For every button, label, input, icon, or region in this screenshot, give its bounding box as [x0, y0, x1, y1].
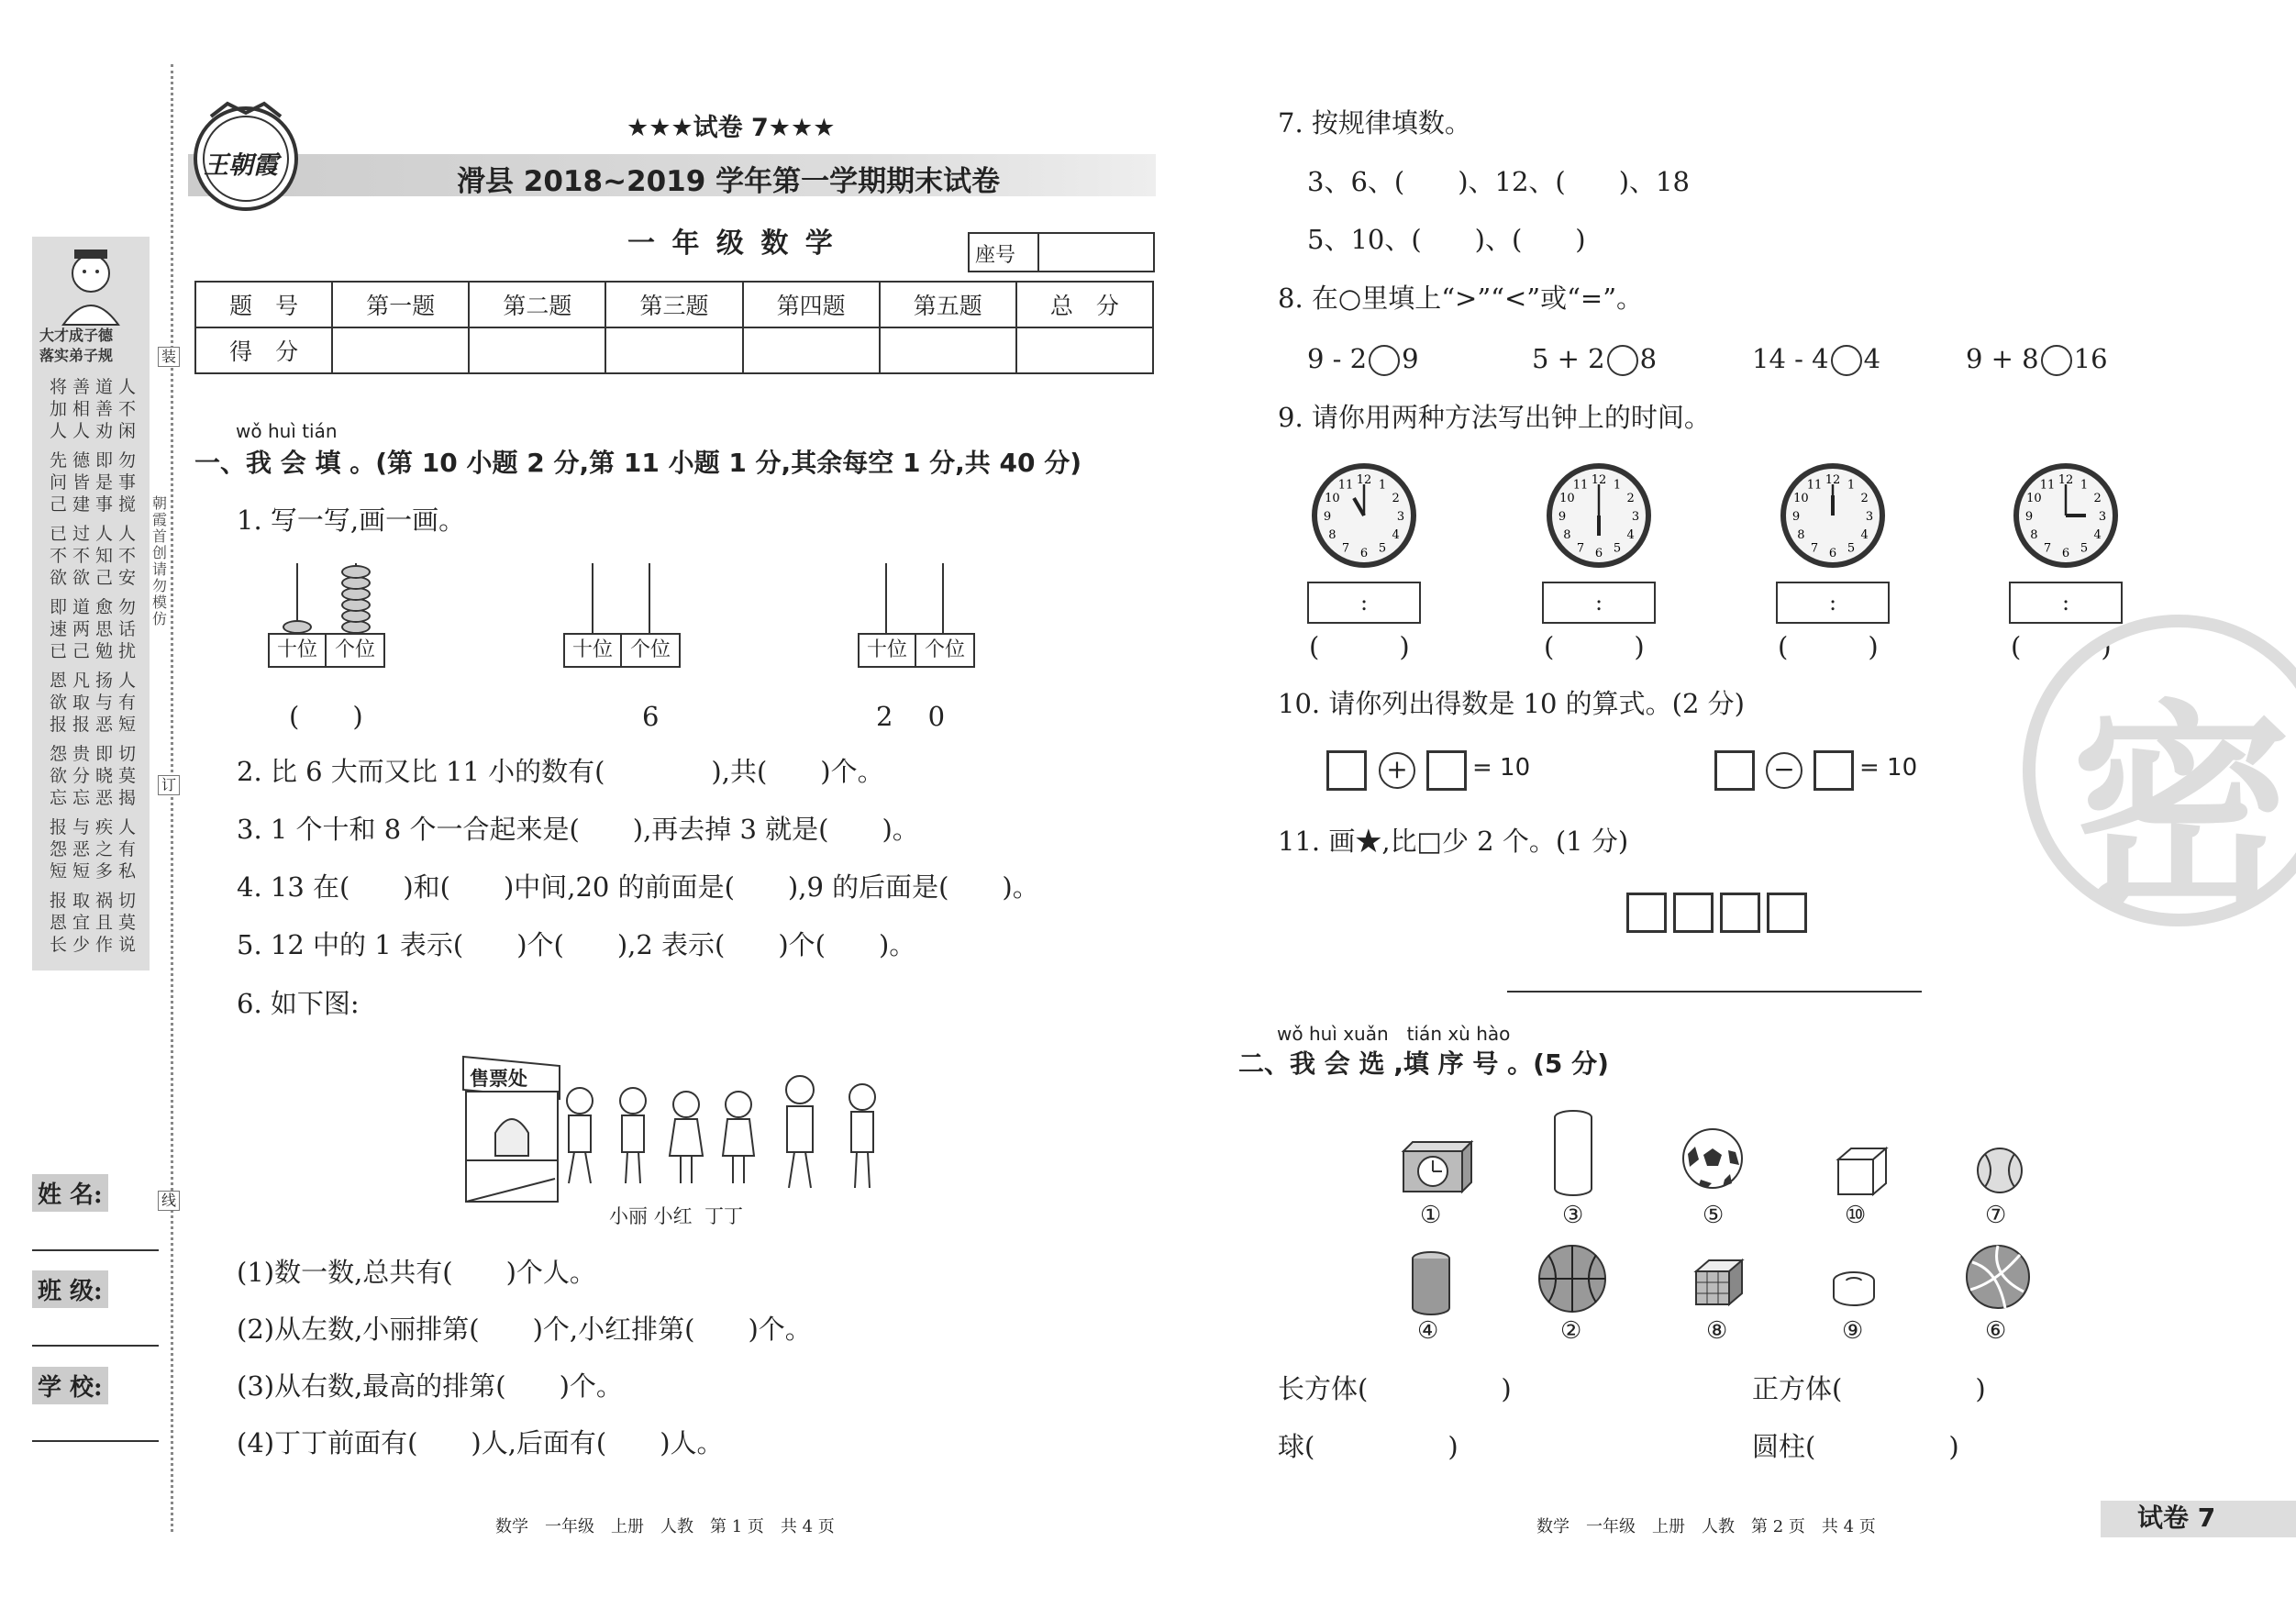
q8-text: 8. 在○里填上“>”“<”或“=”。 [1278, 283, 1644, 314]
clock-numeral: 9 [1323, 510, 1332, 524]
clock-numeral: 5 [1378, 541, 1387, 556]
proverb-column: 怨欲忘 [50, 744, 68, 808]
baseball-shape [1974, 1145, 2025, 1196]
cuboid-clock-shape [1394, 1133, 1477, 1197]
proverb-column: 贵分忘 [72, 744, 91, 808]
q6-2-text: (2)从左数,小丽排第( )个,小红排第( )个。 [237, 1314, 812, 1345]
class-label: 班 级: [32, 1270, 108, 1308]
q6-1-text: (1)数一数,总共有( )个人。 [237, 1257, 596, 1288]
proverb-column: 勿话扰 [118, 597, 137, 661]
clock-numeral: 2 [1626, 492, 1635, 505]
binding-note-3: 线 [158, 1191, 180, 1211]
name-line[interactable] [32, 1249, 159, 1251]
q9-text: 9. 请你用两种方法写出钟上的时间。 [1278, 402, 1711, 433]
section2-pinyin: wǒ huì xuǎn tián xù hào [1277, 1023, 1511, 1045]
cuboid-answer[interactable]: 长方体( ) [1278, 1373, 1512, 1404]
section2-title: 二、我 会 选 ,填 序 号 。(5 分) [1238, 1048, 1609, 1079]
q4-text: 4. 13 在( )和( )中间,20 的前面是( ),9 的后面是( )。 [237, 871, 1039, 903]
proverb-column: 愈思勉 [95, 597, 114, 661]
q8-item-1-right: 9 [1402, 343, 1419, 374]
seat-number-box[interactable] [968, 232, 1155, 272]
can-shape [1408, 1249, 1454, 1319]
proverb-column: 善相人 [72, 377, 91, 441]
clock3-text-answer[interactable]: ( ) [1778, 631, 1879, 662]
clock-numeral: 11 [2039, 478, 2056, 493]
clock3-digital-box[interactable]: : [1776, 582, 1890, 624]
proverb-column: 先问己 [50, 450, 68, 515]
q11-square-1 [1626, 893, 1667, 933]
clock-numeral: 3 [2098, 510, 2107, 524]
clock1-digital-box[interactable]: : [1307, 582, 1421, 624]
copyright-notice: 朝霞首创 请勿模仿 [152, 494, 168, 627]
clock-numeral: 7 [2043, 541, 2052, 556]
clock-numeral: 8 [1563, 528, 1571, 542]
scholar-illustration [50, 244, 131, 327]
clock-numeral: 4 [1860, 528, 1869, 542]
clock-numeral: 11 [1337, 478, 1354, 493]
binding-dotted-line [171, 64, 173, 1532]
proverb-column: 将加人 [50, 377, 68, 441]
clock-numeral: 6 [2061, 547, 2070, 560]
compare-circle[interactable] [2041, 345, 2072, 376]
clock-numeral: 1 [1847, 478, 1856, 493]
clock-numeral: 12 [1591, 473, 1607, 487]
proverb-column: 祸且作 [95, 891, 114, 955]
q7-seq-b: 5、10、( )、( ) [1307, 224, 1586, 255]
solid-label-5: ⑤ [1703, 1202, 1725, 1229]
q8-item-2-right: 8 [1639, 343, 1658, 374]
compare-circle[interactable] [1369, 345, 1400, 376]
abacus2-tens-rod [592, 563, 593, 633]
volleyball-shape [1963, 1242, 2033, 1312]
q6-text: 6. 如下图: [237, 988, 360, 1019]
proverb-column: 取宜少 [72, 891, 91, 955]
q6-4-text: (4)丁丁前面有( )人,后面有( )人。 [237, 1427, 724, 1458]
clock-numeral: 1 [2080, 478, 2089, 493]
proverb-column: 即晓恶 [95, 744, 114, 808]
cylinder-shape [1550, 1108, 1596, 1200]
proverb-column: 切莫揭 [118, 744, 137, 808]
solid-label-8: ⑧ [1706, 1317, 1728, 1345]
proverb-column: 道善劝 [95, 377, 114, 441]
score-table [194, 281, 1154, 374]
abacus1-ones-bead [341, 565, 371, 579]
score-cell[interactable] [880, 327, 1016, 373]
compare-circle[interactable] [1831, 345, 1862, 376]
section1-title: 一、我 会 填 。(第 10 小题 2 分,第 11 小题 1 分,其余每空 1 分,共 40 分) [194, 448, 1082, 478]
kid-names: 小丽 小红 丁丁 [609, 1205, 744, 1227]
cylinder-answer[interactable]: 圆柱( ) [1752, 1431, 1959, 1462]
proverb-column: 恩欲报 [50, 671, 68, 735]
section1-pinyin: wǒ huì tián [236, 420, 338, 442]
abacus3-ones-rod [942, 563, 944, 633]
q8-item-3 [1752, 343, 1880, 376]
solid-label-2: ② [1560, 1317, 1582, 1345]
score-cell[interactable] [1016, 327, 1153, 373]
abacus1-ones-label: 个位 [325, 633, 385, 668]
subject-title: 一 年 级 数 学 [627, 227, 837, 260]
q11-answer-line[interactable] [1507, 991, 1922, 993]
class-line[interactable] [32, 1345, 159, 1347]
clock-numeral: 7 [1810, 541, 1819, 556]
clock-numeral: 1 [1613, 478, 1622, 493]
score-header-cell: 第三题 [605, 282, 742, 327]
q8-item-4 [1966, 343, 2108, 376]
clock4-digital-box[interactable]: : [2009, 582, 2123, 624]
q8-item-4-left: 9 + 8 [1966, 343, 2039, 374]
score-row-label: 得 分 [195, 327, 332, 373]
abacus3-number: 2 0 [876, 701, 946, 732]
proverb-column: 与恶短 [72, 817, 91, 882]
abacus2-ones-label: 个位 [620, 633, 681, 668]
minus-icon: − [1766, 752, 1802, 789]
cube-shape [1835, 1145, 1891, 1200]
school-label: 学 校: [32, 1367, 108, 1404]
q11-square-3 [1720, 893, 1760, 933]
clock-numeral: 12 [1825, 473, 1841, 487]
paper-tag: ★★★试卷 7★★★ [627, 114, 836, 142]
seat-label: 座号 [975, 244, 1016, 267]
clock-numeral: 10 [1559, 492, 1575, 505]
q10-b-box2[interactable] [1814, 750, 1854, 791]
abacus3-tens-label: 十位 [858, 633, 916, 668]
solid-label-9: ⑨ [1842, 1317, 1864, 1345]
score-header-cell: 第一题 [332, 282, 469, 327]
q10-b-result: = 10 [1859, 754, 1918, 782]
brand-logo-text: 王朝霞 [204, 151, 278, 180]
clock-numeral: 10 [2026, 492, 2042, 505]
proverb-column: 扬与恶 [95, 671, 114, 735]
abacus2-ones-rod [649, 563, 650, 633]
clock-numeral: 11 [1806, 478, 1823, 493]
clock-numeral: 8 [1328, 528, 1337, 542]
clock-numeral: 7 [1576, 541, 1585, 556]
exam-title: 滑县 2018~2019 学年第一学期期末试卷 [457, 165, 1001, 198]
solid-label-1: ① [1420, 1202, 1442, 1229]
proverb-column: 报恩长 [50, 891, 68, 955]
abacus2-tens-label: 十位 [563, 633, 622, 668]
q8-item-3-right: 4 [1863, 343, 1881, 374]
q3-text: 3. 1 个十和 8 个一合起来是( ),再去掉 3 就是( )。 [237, 814, 919, 845]
q1-text: 1. 写一写,画一画。 [237, 505, 466, 536]
proverb-column: 人有私 [118, 817, 137, 882]
analog-clock [2012, 461, 2120, 570]
q8-item-2-left: 5 + 2 [1532, 343, 1605, 374]
clock-numeral: 3 [1396, 510, 1405, 524]
abacus3-tens-rod [885, 563, 887, 633]
clock-numeral: 5 [1613, 541, 1622, 556]
q10-b-box1[interactable] [1714, 750, 1755, 791]
proverb-column: 道两己 [72, 597, 91, 661]
score-header-cell: 总 分 [1016, 282, 1153, 327]
plus-icon: + [1379, 752, 1415, 789]
q2-text: 2. 比 6 大而又比 11 小的数有( ),共( )个。 [237, 756, 884, 787]
proverb-column: 已不欲 [50, 524, 68, 588]
q11-text: 11. 画★,比□少 2 个。(1 分) [1278, 826, 1629, 857]
clock-numeral: 6 [1359, 547, 1369, 560]
proverb-column: 人有短 [118, 671, 137, 735]
clock-numeral: 10 [1325, 492, 1340, 505]
analog-clock [1545, 461, 1653, 570]
seat-divider [1037, 234, 1039, 271]
watermark-char: 密 [2071, 682, 2292, 938]
q10-text: 10. 请你列出得数是 10 的算式。(2 分) [1278, 688, 1745, 719]
solid-label-3: ③ [1562, 1202, 1584, 1229]
proverb-header-1: 大才成子德 [39, 327, 114, 344]
clock-numeral: 12 [2058, 473, 2074, 487]
tape-roll-shape [1831, 1270, 1877, 1310]
clock-numeral: 4 [2093, 528, 2102, 542]
q6-3-text: (3)从右数,最高的排第( )个。 [237, 1370, 623, 1402]
clock-numeral: 10 [1793, 492, 1809, 505]
proverb-column: 勿事搅 [118, 450, 137, 515]
binding-note-1: 装 [158, 347, 180, 367]
proverb-column: 报怨短 [50, 817, 68, 882]
clock-numeral: 2 [2093, 492, 2102, 505]
score-header-cell: 题 号 [195, 282, 332, 327]
clock-numeral: 9 [1558, 510, 1567, 524]
proverb-column: 凡取报 [72, 671, 91, 735]
name-label: 姓 名: [32, 1174, 108, 1212]
clock-numeral: 9 [1791, 510, 1801, 524]
sphere-answer[interactable]: 球( ) [1278, 1431, 1459, 1462]
q5-text: 5. 12 中的 1 表示( )个( ),2 表示( )个( )。 [237, 929, 916, 960]
q7-seq-a: 3、6、( )、12、( )、18 [1307, 166, 1690, 197]
solid-label-7: ⑦ [1985, 1202, 2007, 1229]
proverb-column: 即速已 [50, 597, 68, 661]
abacus1-tens-bead [283, 620, 312, 634]
school-line[interactable] [32, 1440, 159, 1442]
score-header-cell: 第二题 [469, 282, 605, 327]
ticket-sign: 售票处 [470, 1067, 527, 1090]
solid-label-6: ⑥ [1985, 1317, 2007, 1345]
clock-numeral: 5 [1847, 541, 1856, 556]
clock-numeral: 11 [1572, 478, 1589, 493]
abacus1-tens-label: 十位 [268, 633, 327, 668]
analog-clock [1779, 461, 1887, 570]
clock2-text-answer[interactable]: ( ) [1544, 631, 1645, 662]
abacus1-answer[interactable]: ( ) [289, 701, 363, 732]
clock2-digital-box[interactable]: : [1542, 582, 1656, 624]
score-table-header-row [195, 282, 1153, 327]
clock-numeral: 2 [1860, 492, 1869, 505]
proverb-header-2: 落实弟子规 [39, 347, 114, 364]
binding-note-2: 订 [158, 775, 180, 795]
proverb-column: 疾之多 [95, 817, 114, 882]
q10-a-box2[interactable] [1426, 750, 1467, 791]
score-cell[interactable] [605, 327, 742, 373]
clock-numeral: 7 [1341, 541, 1350, 556]
q8-item-2 [1532, 343, 1657, 376]
proverb-column: 即是事 [95, 450, 114, 515]
score-table-score-row [195, 327, 1153, 373]
q10-a-box1[interactable] [1326, 750, 1367, 791]
abacus3-ones-label: 个位 [915, 633, 975, 668]
q7-text: 7. 按规律填数。 [1278, 107, 1471, 139]
q11-square-2 [1673, 893, 1714, 933]
score-header-cell: 第五题 [880, 282, 1016, 327]
proverb-column: 切莫说 [118, 891, 137, 955]
clock-numeral: 1 [1378, 478, 1387, 493]
basketball-shape [1536, 1242, 1609, 1315]
q11-square-4 [1767, 893, 1807, 933]
clock-numeral: 6 [1594, 547, 1603, 560]
clock-numeral: 3 [1865, 510, 1874, 524]
clock-numeral: 5 [2080, 541, 2089, 556]
footer-right: 数学 一年级 上册 人教 第 2 页 共 4 页 [1536, 1517, 1876, 1536]
abacus2-number: 6 [642, 701, 660, 732]
clock-numeral: 2 [1392, 492, 1400, 505]
score-cell[interactable] [743, 327, 880, 373]
clock-numeral: 9 [2024, 510, 2034, 524]
clock-numeral: 6 [1828, 547, 1837, 560]
proverb-list [41, 376, 142, 963]
clock-numeral: 3 [1631, 510, 1640, 524]
q8-item-1 [1307, 343, 1419, 376]
clock-numeral: 8 [1797, 528, 1805, 542]
clock-numeral: 4 [1392, 528, 1400, 542]
score-cell[interactable] [332, 327, 469, 373]
solid-label-4: ④ [1417, 1317, 1439, 1345]
analog-clock [1310, 461, 1418, 570]
solid-label-10: ⑩ [1845, 1202, 1867, 1229]
footer-left: 数学 一年级 上册 人教 第 1 页 共 4 页 [495, 1517, 835, 1536]
clock1-text-answer[interactable]: ( ) [1309, 631, 1410, 662]
proverb-column: 人不闲 [118, 377, 137, 441]
clock4-text-answer[interactable]: ( ) [2011, 631, 2112, 662]
clock-numeral: 12 [1356, 473, 1372, 487]
q8-item-4-right: 16 [2073, 343, 2108, 374]
clock-numeral: 8 [2030, 528, 2038, 542]
rubiks-cube-shape [1692, 1257, 1747, 1308]
clock-numeral: 4 [1626, 528, 1635, 542]
soccer-ball-shape [1680, 1126, 1745, 1191]
q8-item-1-left: 9 - 2 [1307, 343, 1368, 374]
proverb-column: 过不欲 [72, 524, 91, 588]
proverb-column: 人不安 [118, 524, 137, 588]
q8-item-3-left: 14 - 4 [1752, 343, 1829, 374]
score-cell[interactable] [469, 327, 605, 373]
q10-a-result: = 10 [1472, 754, 1531, 782]
proverb-column: 德皆建 [72, 450, 91, 515]
score-header-cell: 第四题 [743, 282, 880, 327]
cube-answer[interactable]: 正方体( ) [1752, 1373, 1986, 1404]
compare-circle[interactable] [1607, 345, 1638, 376]
proverb-column: 人知己 [95, 524, 114, 588]
corner-tag: 试卷 7 [2137, 1503, 2216, 1533]
